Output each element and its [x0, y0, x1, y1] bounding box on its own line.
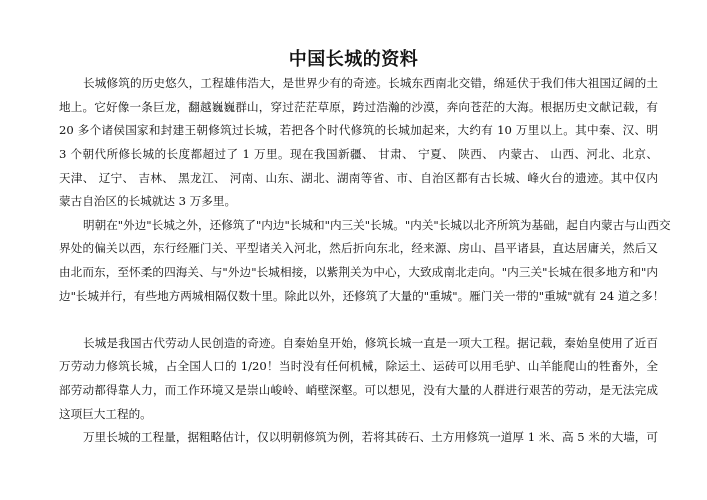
text-line: 3 个朝代所修长城的长度都超过了 1 万里。现在我国新疆、 甘肃、 宁夏、 陕西、 内蒙古、 山西、河北、北京、 — [59, 146, 658, 161]
paragraph-engineering-volume — [59, 426, 658, 450]
text-line: 天津、 辽宁、 吉林、 黑龙江、 河南、山东、湖北、湖南等省、市、自治区都有古长城、峰火台的遗迹。其中仅内 — [59, 170, 658, 185]
text-line: 这项巨大工程的。 — [59, 406, 152, 421]
text-line: 万里长城的工程量，据粗略估计，仅以明朝修筑为例，若将其砖石、土方用修筑一道厚 1 米、高 5 米的大墙，可 — [83, 430, 658, 445]
text-line: 蒙古自治区的长城就达 3 万多里。 — [59, 194, 237, 209]
paragraph-history — [59, 72, 658, 214]
text-line: 长城修筑的历史悠久，工程雄伟浩大，是世界少有的奇迹。长城东西南北交错，绵延伏于我们伟大祖国辽阔的土 — [83, 76, 658, 91]
text-line: 长城是我国古代劳动人民创造的奇迹。自秦始皇开始，修筑长城一直是一项大工程。据记载，秦始皇使用了近百 — [83, 335, 658, 350]
text-line: 万劳动力修筑长城，占全国人口的 1/20！当时没有任何机械，除运土、运砖可以用毛驴、山羊能爬山的牲畜外，全 — [59, 359, 658, 374]
text-line: 明朝在"外边"长城之外，还修筑了"内边"长城和"内三关"长城。"内关"长城以北齐所筑为基础，起自内蒙古与山西交 — [83, 217, 671, 232]
document-body — [59, 72, 671, 450]
text-line: 部劳动都得靠人力，而工作环境又是崇山峻岭、峭壁深壑。可以想见，没有大量的人群进行艰苦的劳动，是无法完成 — [59, 382, 658, 397]
text-line: 地上。它好像一条巨龙，翻越巍巍群山，穿过茫茫草原，跨过浩瀚的沙漠，奔向苍茫的大海。根据历史文献记载，有 — [59, 99, 658, 114]
paragraph-labor — [59, 332, 658, 426]
text-line: 由北而东，至怀柔的四海关、与"外边"长城相接，以紫荆关为中心，大致成南北走向。"内三关"长城在很多地方和"内 — [59, 264, 658, 279]
text-line: 界处的偏关以西，东行经雁门关、平型诸关入河北，然后折向东北，经来源、房山、昌平诸县，直达居庸关，然后又 — [59, 241, 658, 256]
document-title: 中国长城的资料 — [288, 49, 419, 70]
text-line: 20 多个诸侯国家和封建王朝修筑过长城，若把各个时代修筑的长城加起来，大约有 10 万里以上。其中秦、汉、明 — [59, 123, 658, 138]
paragraph-ming-dynasty — [59, 214, 671, 308]
text-line: 边"长城并行，有些地方两城相隔仅数十里。除此以外，还修筑了大量的"重城"。雁门关一带的"重城"就有 24 道之多！ — [59, 288, 665, 303]
blank-line — [59, 308, 658, 332]
